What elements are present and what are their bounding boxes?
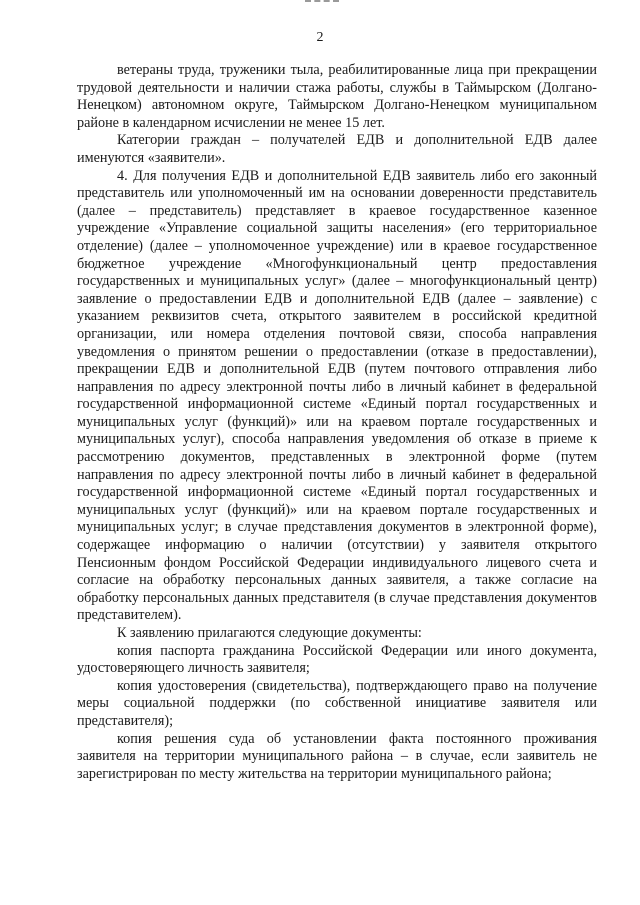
paragraph-eligible-categories: ветераны труда, труженики тыла, реабилитированные лица при прекращении трудовой деятельности и наличии стажа работы, службы в Таймырском (Долгано-Ненецком) автономном округе, Таймырском Долгано-Ненецком муниципальном районе в календарном исчислении не менее 15 лет. (77, 62, 597, 131)
page-number: 2 (316, 30, 324, 45)
paragraph-attached-documents-intro: К заявлению прилагаются следующие документы: (117, 625, 422, 641)
list-item-passport-copy: копия паспорта гражданина Российской Федерации или иного документа, удостоверяющего личность заявителя; (77, 642, 597, 677)
scan-top-mark (305, 0, 339, 5)
document-body (77, 62, 597, 783)
list-item-court-decision-copy: копия решения суда об установлении факта постоянного проживания заявителя на территории муниципального района – в случае, если заявитель не зарегистрирован по месту жительства на территории муниципального района; (77, 730, 597, 782)
list-item-certificate-copy: копия удостоверения (свидетельства), подтверждающего право на получение меры социальной поддержки (по собственной инициативе заявителя или представителя); (77, 677, 597, 729)
paragraph-application-procedure: 4. Для получения ЕДВ и дополнительной ЕДВ заявитель либо его законный представитель или уполномоченный им на основании доверенности представитель (далее – представитель) представляет в краевое государственное казенное учреждение «Управление социальной защиты населения» (его территориальное отделение) (далее – уполномоченное учреждение) или в краевое государственное бюджетное учреждение «Многофункциональный центр предоставления государственных и муниципальных услуг» (далее – многофункциональный центр) заявление о предоставлении ЕДВ и дополнительной ЕДВ (далее – заявление) с указанием реквизитов счета, открытого заявителем в российской кредитной организации, или номера отделения почтовой связи, способа направления уведомления о принятом решении о предоставлении (отказе в предоставлении), прекращении ЕДВ и дополнительной ЕДВ (путем почтового отправления либо направления по адресу электронной почты либо в личный кабинет в федеральной государственной информационной системе «Единый портал государственных и муниципальных услуг (функций)» или на краевом портале государственных и муниципальных услуг), способа направления уведомления об отказе в приеме к рассмотрению документов, представленных в электронной форме (путем направления по адресу электронной почты либо в личный кабинет в федеральной государственной информационной системе «Единый портал государственных и муниципальных услуг (функций)» или на краевом портале государственных и муниципальных услуг; в случае представления документов в электронной форме), содержащее информацию о наличии (отсутствии) у заявителя открытого Пенсионным фондом Российской Федерации индивидуального лицевого счета и согласие на обработку персональных данных заявителя, а также согласие на обработку персональных данных представителя (в случае представления документов представителем). (77, 167, 597, 624)
paragraph-applicants-definition: Категории граждан – получателей ЕДВ и дополнительной ЕДВ далее именуются «заявители». (77, 132, 597, 166)
